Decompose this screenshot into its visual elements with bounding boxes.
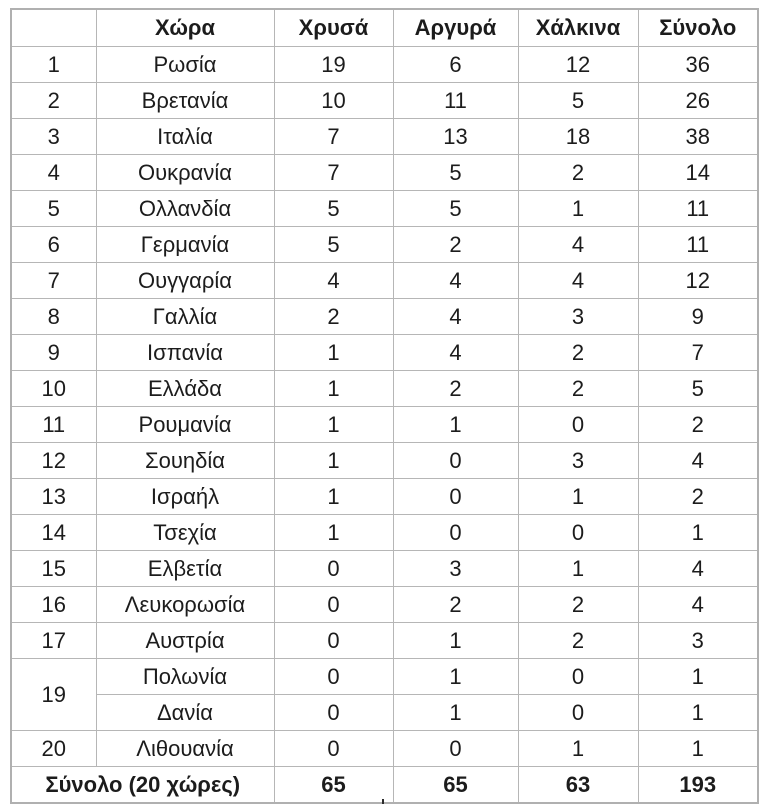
- country-cell: Βρετανία: [96, 83, 274, 119]
- silver-cell: 4: [393, 299, 518, 335]
- rank-cell: 19: [11, 659, 96, 731]
- silver-cell: 1: [393, 623, 518, 659]
- total-cell: 1: [638, 659, 758, 695]
- gold-cell: 1: [274, 371, 393, 407]
- table-row: [11, 47, 758, 83]
- total-cell: 14: [638, 155, 758, 191]
- table-row: [11, 407, 758, 443]
- table-row: [11, 695, 758, 731]
- table-row: [11, 263, 758, 299]
- bronze-cell: 1: [518, 479, 638, 515]
- table-row: [11, 587, 758, 623]
- total-cell: 7: [638, 335, 758, 371]
- gold-cell: 1: [274, 479, 393, 515]
- rank-cell: 14: [11, 515, 96, 551]
- bronze-cell: 2: [518, 371, 638, 407]
- header-row: [11, 9, 758, 47]
- total-total-cell: 193: [638, 767, 758, 804]
- table-row: [11, 83, 758, 119]
- table-row: [11, 191, 758, 227]
- gold-cell: 0: [274, 659, 393, 695]
- table-row: [11, 299, 758, 335]
- gold-cell: 0: [274, 695, 393, 731]
- silver-cell: 0: [393, 443, 518, 479]
- total-cell: 4: [638, 551, 758, 587]
- gold-cell: 7: [274, 155, 393, 191]
- total-cell: 1: [638, 515, 758, 551]
- bronze-cell: 1: [518, 191, 638, 227]
- silver-cell: 4: [393, 335, 518, 371]
- rank-cell: 6: [11, 227, 96, 263]
- bronze-cell: 5: [518, 83, 638, 119]
- bronze-cell: 0: [518, 515, 638, 551]
- total-cell: 9: [638, 299, 758, 335]
- rank-cell: 7: [11, 263, 96, 299]
- total-cell: 12: [638, 263, 758, 299]
- column-header-silver: Αργυρά: [393, 9, 518, 47]
- column-header-rank: [11, 9, 96, 47]
- rank-cell: 17: [11, 623, 96, 659]
- stray-caret-mark: [382, 799, 384, 804]
- country-cell: Δανία: [96, 695, 274, 731]
- bronze-cell: 12: [518, 47, 638, 83]
- rank-cell: 12: [11, 443, 96, 479]
- total-cell: 4: [638, 443, 758, 479]
- table-row: [11, 515, 758, 551]
- silver-cell: 5: [393, 191, 518, 227]
- rank-cell: 3: [11, 119, 96, 155]
- silver-cell: 6: [393, 47, 518, 83]
- total-cell: 26: [638, 83, 758, 119]
- column-header-bronze: Χάλκινα: [518, 9, 638, 47]
- table-row: [11, 335, 758, 371]
- total-cell: 2: [638, 479, 758, 515]
- medal-table: [10, 8, 759, 804]
- column-header-gold: Χρυσά: [274, 9, 393, 47]
- total-gold-cell: 65: [274, 767, 393, 804]
- total-row: [11, 767, 758, 804]
- country-cell: Ρουμανία: [96, 407, 274, 443]
- silver-cell: 4: [393, 263, 518, 299]
- bronze-cell: 1: [518, 731, 638, 767]
- gold-cell: 19: [274, 47, 393, 83]
- silver-cell: 2: [393, 371, 518, 407]
- silver-cell: 0: [393, 515, 518, 551]
- gold-cell: 1: [274, 515, 393, 551]
- country-cell: Ουκρανία: [96, 155, 274, 191]
- bronze-cell: 2: [518, 587, 638, 623]
- silver-cell: 13: [393, 119, 518, 155]
- silver-cell: 0: [393, 479, 518, 515]
- silver-cell: 3: [393, 551, 518, 587]
- table-row: [11, 227, 758, 263]
- total-cell: 3: [638, 623, 758, 659]
- total-cell: 4: [638, 587, 758, 623]
- rank-cell: 1: [11, 47, 96, 83]
- table-row: [11, 155, 758, 191]
- column-header-country: Χώρα: [96, 9, 274, 47]
- gold-cell: 0: [274, 623, 393, 659]
- rank-cell: 2: [11, 83, 96, 119]
- rank-cell: 10: [11, 371, 96, 407]
- gold-cell: 10: [274, 83, 393, 119]
- total-cell: 2: [638, 407, 758, 443]
- country-cell: Λιθουανία: [96, 731, 274, 767]
- table-row: [11, 551, 758, 587]
- total-cell: 36: [638, 47, 758, 83]
- rank-cell: 15: [11, 551, 96, 587]
- table-row: [11, 731, 758, 767]
- bronze-cell: 1: [518, 551, 638, 587]
- rank-cell: 20: [11, 731, 96, 767]
- country-cell: Ισραήλ: [96, 479, 274, 515]
- rank-cell: 9: [11, 335, 96, 371]
- gold-cell: 1: [274, 335, 393, 371]
- rank-cell: 8: [11, 299, 96, 335]
- total-cell: 5: [638, 371, 758, 407]
- table-row: [11, 659, 758, 695]
- bronze-cell: 4: [518, 227, 638, 263]
- total-cell: 11: [638, 227, 758, 263]
- country-cell: Γαλλία: [96, 299, 274, 335]
- bronze-cell: 2: [518, 335, 638, 371]
- gold-cell: 7: [274, 119, 393, 155]
- gold-cell: 0: [274, 731, 393, 767]
- rank-cell: 16: [11, 587, 96, 623]
- country-cell: Λευκορωσία: [96, 587, 274, 623]
- total-cell: 1: [638, 731, 758, 767]
- silver-cell: 5: [393, 155, 518, 191]
- country-cell: Ολλανδία: [96, 191, 274, 227]
- silver-cell: 1: [393, 695, 518, 731]
- gold-cell: 0: [274, 551, 393, 587]
- table-row: [11, 119, 758, 155]
- rank-cell: 13: [11, 479, 96, 515]
- bronze-cell: 2: [518, 623, 638, 659]
- country-cell: Ρωσία: [96, 47, 274, 83]
- rank-cell: 4: [11, 155, 96, 191]
- gold-cell: 5: [274, 227, 393, 263]
- table-row: [11, 623, 758, 659]
- gold-cell: 1: [274, 407, 393, 443]
- country-cell: Πολωνία: [96, 659, 274, 695]
- country-cell: Ουγγαρία: [96, 263, 274, 299]
- table-row: [11, 371, 758, 407]
- silver-cell: 2: [393, 227, 518, 263]
- country-cell: Σουηδία: [96, 443, 274, 479]
- bronze-cell: 4: [518, 263, 638, 299]
- column-header-total: Σύνολο: [638, 9, 758, 47]
- bronze-cell: 0: [518, 407, 638, 443]
- bronze-cell: 3: [518, 299, 638, 335]
- gold-cell: 0: [274, 587, 393, 623]
- total-bronze-cell: 63: [518, 767, 638, 804]
- gold-cell: 2: [274, 299, 393, 335]
- silver-cell: 11: [393, 83, 518, 119]
- gold-cell: 4: [274, 263, 393, 299]
- gold-cell: 5: [274, 191, 393, 227]
- country-cell: Ιταλία: [96, 119, 274, 155]
- silver-cell: 1: [393, 659, 518, 695]
- total-label: Σύνολο (20 χώρες): [11, 767, 274, 804]
- country-cell: Ελβετία: [96, 551, 274, 587]
- bronze-cell: 18: [518, 119, 638, 155]
- table-row: [11, 479, 758, 515]
- total-cell: 1: [638, 695, 758, 731]
- country-cell: Ελλάδα: [96, 371, 274, 407]
- table-row: [11, 443, 758, 479]
- country-cell: Ισπανία: [96, 335, 274, 371]
- rank-cell: 11: [11, 407, 96, 443]
- bronze-cell: 0: [518, 659, 638, 695]
- country-cell: Τσεχία: [96, 515, 274, 551]
- country-cell: Αυστρία: [96, 623, 274, 659]
- total-cell: 38: [638, 119, 758, 155]
- silver-cell: 2: [393, 587, 518, 623]
- total-cell: 11: [638, 191, 758, 227]
- bronze-cell: 0: [518, 695, 638, 731]
- total-silver-cell: 65: [393, 767, 518, 804]
- bronze-cell: 3: [518, 443, 638, 479]
- rank-cell: 5: [11, 191, 96, 227]
- silver-cell: 1: [393, 407, 518, 443]
- silver-cell: 0: [393, 731, 518, 767]
- gold-cell: 1: [274, 443, 393, 479]
- bronze-cell: 2: [518, 155, 638, 191]
- country-cell: Γερμανία: [96, 227, 274, 263]
